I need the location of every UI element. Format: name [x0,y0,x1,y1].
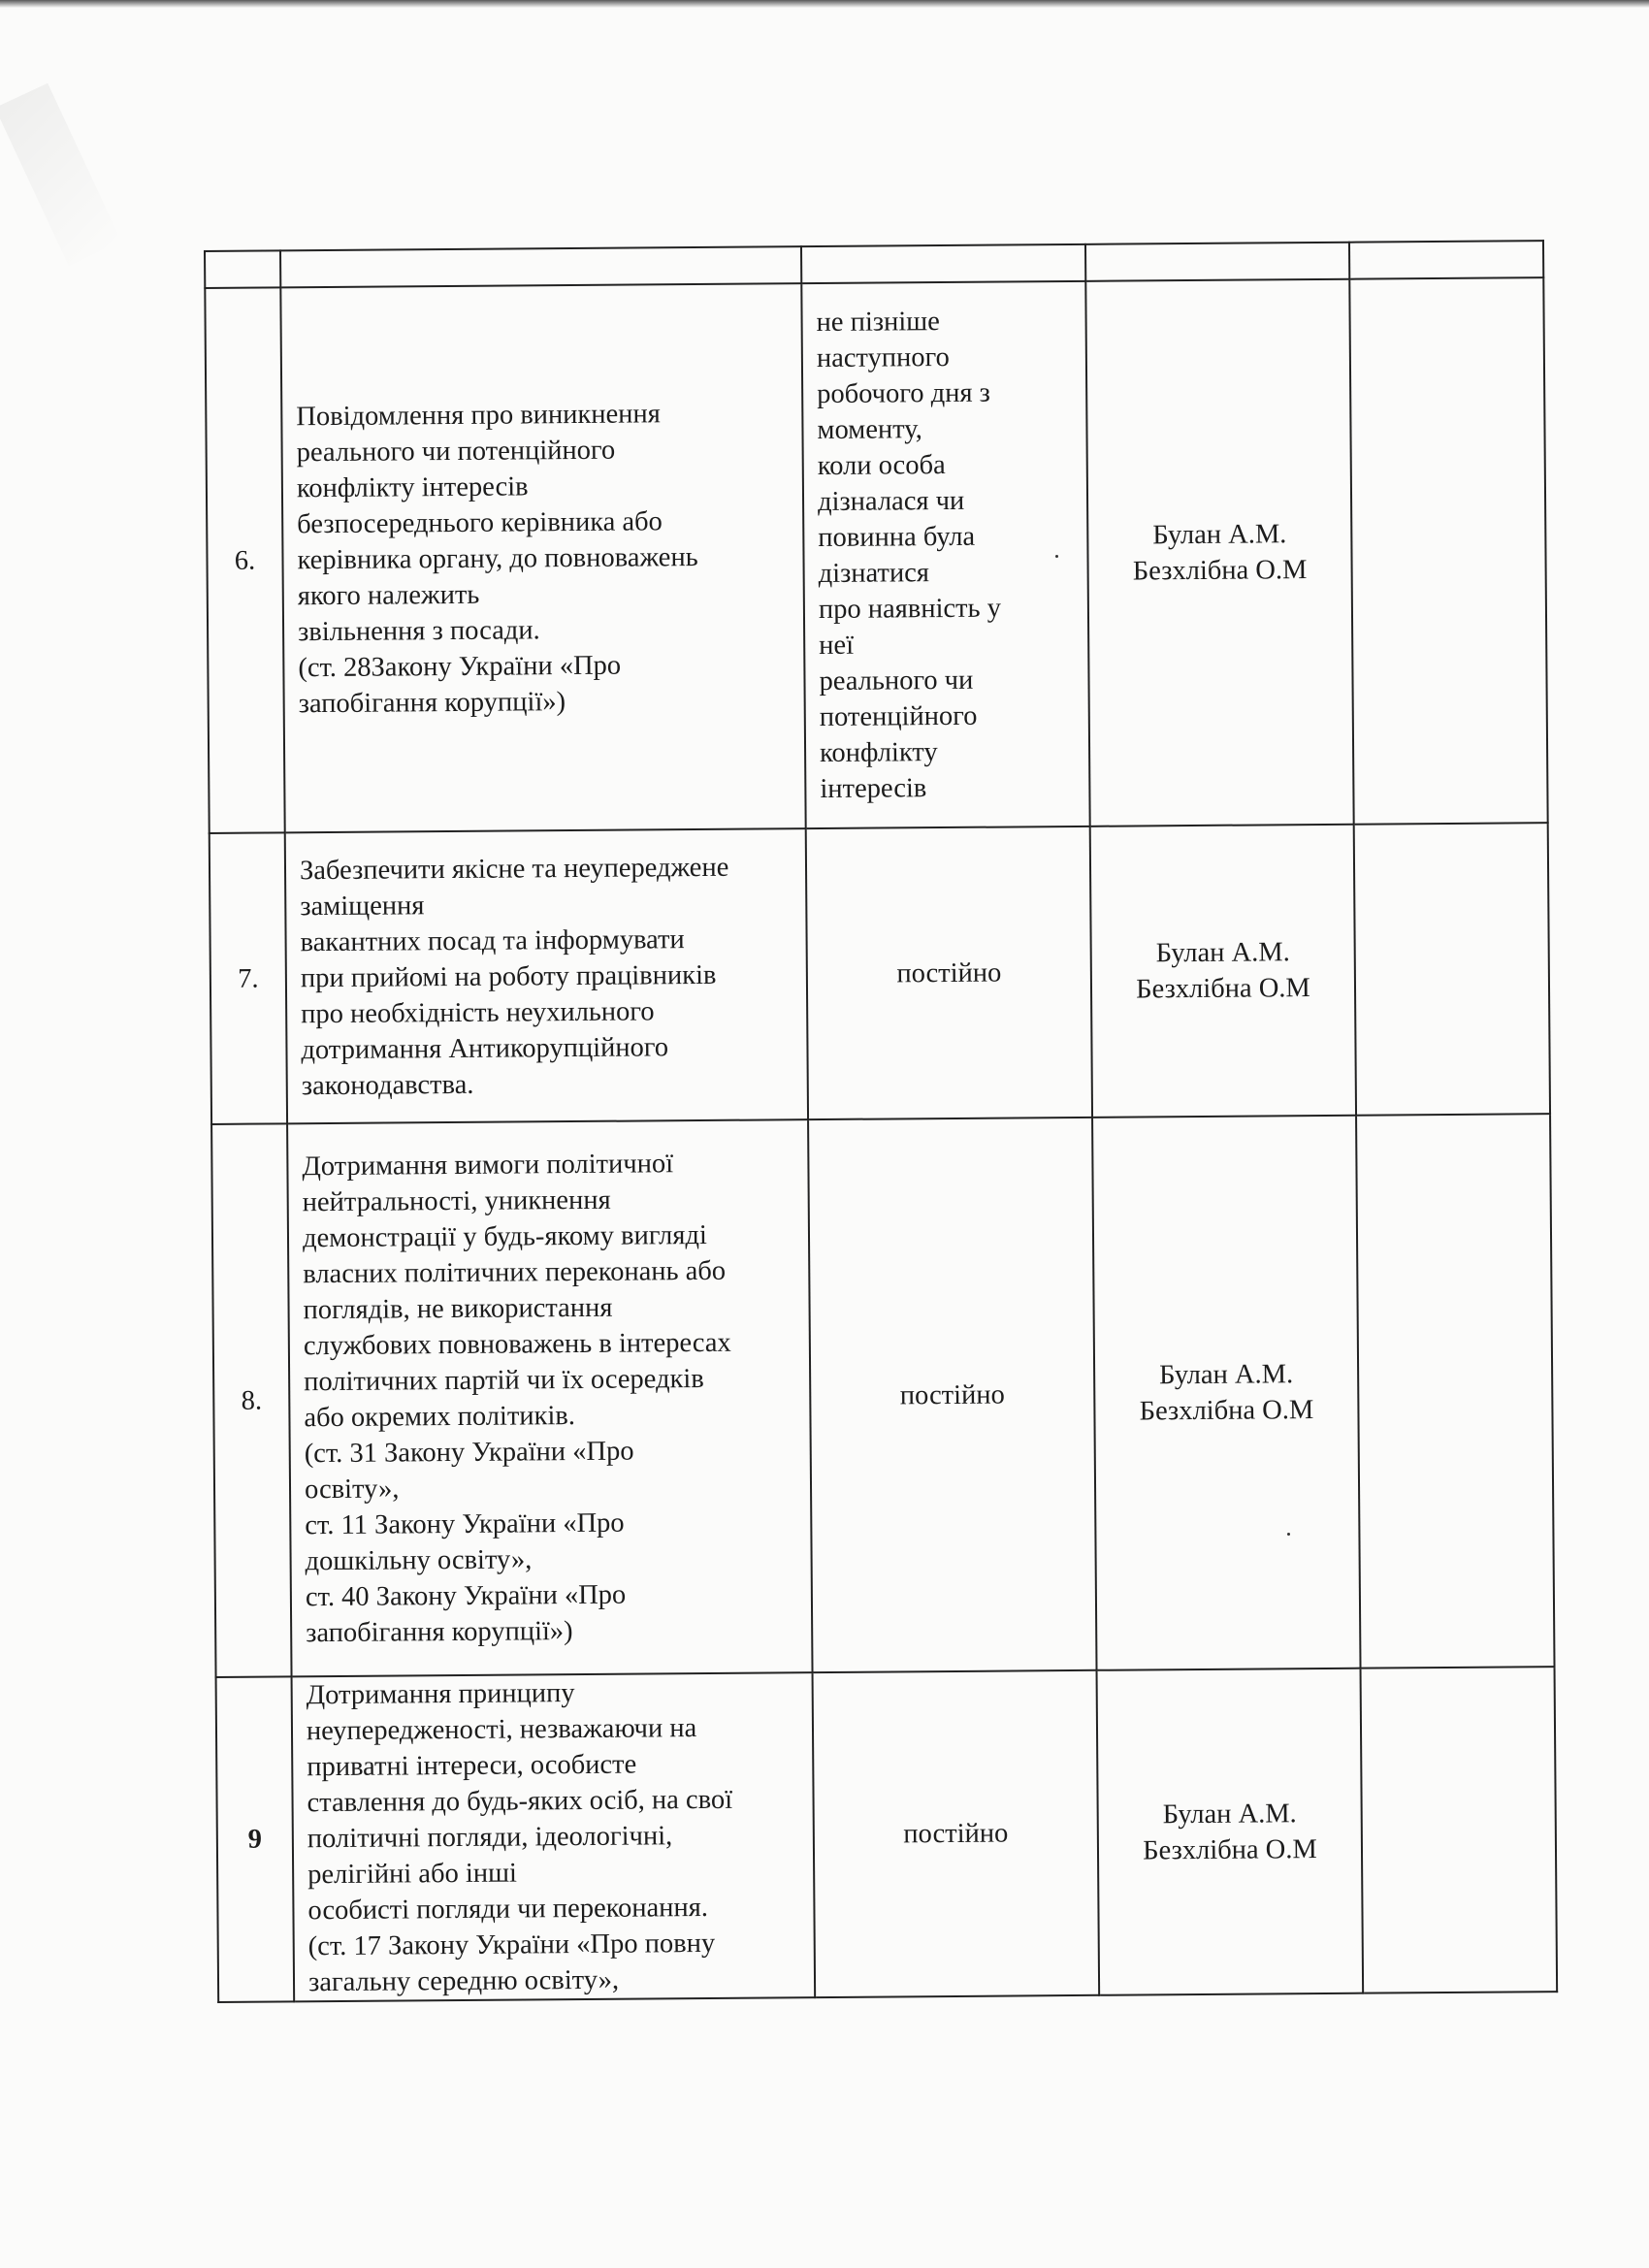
row-task [285,828,808,1123]
row-responsible-text: Булан А.М. Безхлібна О.М [1132,519,1308,587]
row-number: 8. [211,1123,291,1677]
header-cell-task [280,246,801,287]
table-row [205,277,1547,833]
row-responsible-text: Булан А.М. Безхлібна О.М [1143,1798,1317,1865]
row-term-text: постійно [896,957,1002,988]
scan-speck [1055,555,1058,558]
row-responsible [1090,825,1356,1118]
row-term-text: постійно [903,1818,1009,1850]
row-responsible-text: Булан А.М. Безхлібна О.М [1139,1359,1314,1427]
row-note [1349,277,1547,825]
row-task-text: Повідомлення про виникнення реального чи потенційного конфлікту інтересів безпосереднього керівника або керівника органу, до повноважень якого належить звільнення з посади. (ст. 28Закону України «Про запобігання корупції») [296,398,698,719]
scan-speck [1287,1533,1290,1536]
row-task [287,1119,812,1676]
row-term-text: постійно [899,1379,1005,1410]
row-number: 9 [216,1676,295,2002]
table-row [210,823,1550,1124]
row-term-text: не пізніше наступного робочого дня з моменту, коли особа дізналася чи повинна була дізнатися про наявність у неї реального чи потенційного конфлікту інтересів [816,307,1002,805]
row-note [1356,1114,1554,1669]
row-note [1354,823,1550,1116]
row-term [806,826,1092,1119]
row-term [808,1118,1096,1672]
row-term [813,1670,1100,1997]
row-number: 7. [210,832,287,1124]
row-term [801,281,1089,828]
row-responsible-text: Булан А.М. Безхлібна О.М [1136,937,1310,1005]
row-responsible [1092,1116,1360,1670]
row-responsible [1097,1669,1364,1995]
table-row [216,1667,1558,2002]
row-number: 6. [205,287,284,833]
scan-smudge [0,83,121,266]
measures-table [204,240,1558,2003]
table-row [211,1114,1554,1677]
row-task [292,1672,816,2001]
header-cell-responsible [1085,243,1349,281]
row-note [1361,1667,1558,1993]
header-cell-num [205,250,280,288]
row-task [280,283,805,832]
row-task-text: Дотримання вимоги політичної нейтральності, уникнення демонстрації у будь-якому вигляді власних політичних переконань або поглядів, не використання службових повноважень в інтересах політичних партій чи їх осередків або окремих політиків. (ст. 31 Закону України «Про освіту», ст. 11 Закону України «Про дошкільну освіту», ст. 40 Закону України «Про запобігання корупції») [302,1149,731,1649]
header-cell-note [1349,241,1543,279]
row-task-text: Забезпечити якісне та неупереджене заміщення вакантних посад та інформувати при прийомі на роботу працівників про необхідність неухильного дотримання Антикорупційного законодавства. [299,852,729,1101]
row-task-text: Дотримання принципу неупередженості, незважаючи на приватні інтереси, особисте ставлення до будь-яких осіб, на свої політичні погляди, ідеологічні, релігійні або інші особисті погляди чи переконання. (ст. 17 Закону України «Про повну загальну середню освіту», [306,1678,733,1998]
header-cell-term [801,244,1085,283]
scan-top-edge [0,0,1649,8]
row-responsible [1085,279,1353,826]
